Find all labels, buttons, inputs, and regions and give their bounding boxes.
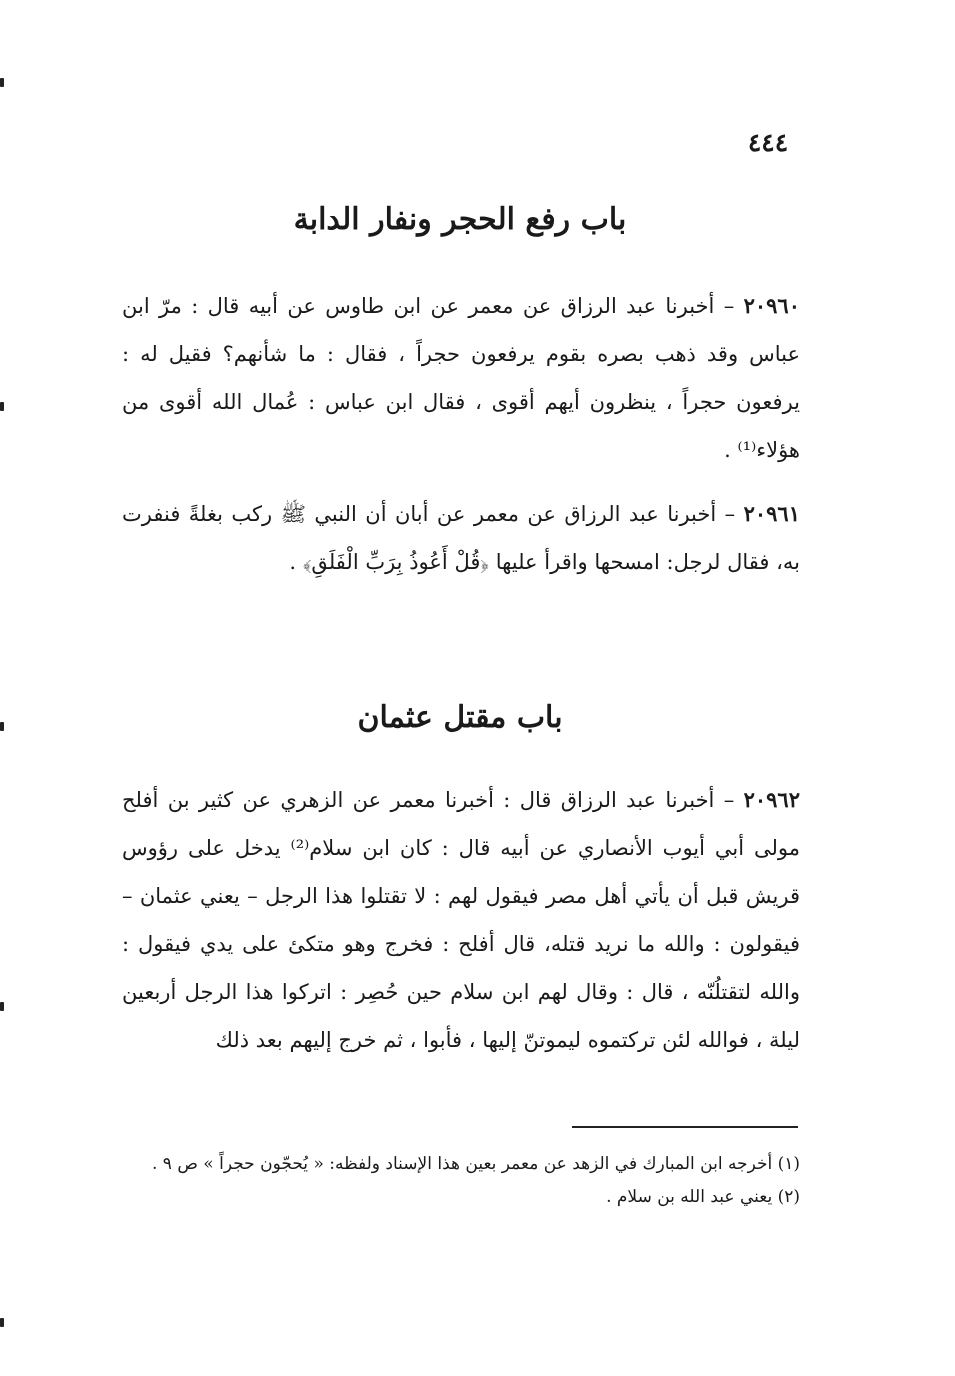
footnote-1: (١) أخرجه ابن المبارك في الزهد عن معمر بعين هذا الإسناد ولفظه: « يُحجّون حجراً » ص ٩ . (151, 1154, 800, 1174)
scan-margin-mark (0, 402, 4, 411)
hadith-text: – أخبرنا عبد الرزاق عن معمر عن أبان أن النبي ﷺ ركب بغلةً فنفرت به، فقال لرجل: امسحها واقرأ عليها ﴿قُلْ أَعُوذُ بِرَبِّ الْفَلَقِ﴾ . (122, 502, 800, 574)
footnote-divider (572, 1126, 798, 1128)
scan-margin-mark (0, 78, 4, 87)
scan-margin-mark (0, 1002, 4, 1011)
scan-margin-mark (0, 1318, 4, 1327)
section-title-raising-stone: باب رفع الحجر ونفار الدابة (293, 202, 627, 237)
hadith-number: ٢٠٩٦١ (743, 501, 800, 526)
page-number: ٤٤٤ (747, 128, 789, 157)
hadith-number: ٢٠٩٦٠ (743, 293, 800, 318)
hadith-number: ٢٠٩٦٢ (743, 787, 800, 812)
hadith-20960 (122, 282, 800, 474)
hadith-text: – أخبرنا عبد الرزاق قال : أخبرنا معمر عن الزهري عن كثير بن أفلح مولى أبي أيوب الأنصاري عن أبيه قال : كان ابن سلام⁽²⁾ يدخل على رؤوس قريش قبل أن يأتي أهل مصر فيقول لهم : لا تقتلوا هذا الرجل – يعني عثمان – فيقولون : والله ما نريد قتله، قال أفلح : فخرج وهو متكئ على يدي فيقول : والله لتقتلُنّه ، قال : وقال لهم ابن سلام حين حُصِر : اتركوا هذا الرجل أربعين ليلة ، فوالله لئن تركتموه ليموتنّ إليها ، فأبوا ، ثم خرج إليهم بعد ذلك (122, 788, 800, 1052)
hadith-20962 (122, 776, 800, 1064)
footnotes (125, 1148, 800, 1214)
scan-margin-mark (0, 722, 4, 731)
hadith-20961 (122, 490, 800, 586)
footnote-2: (٢) يعني عبد الله بن سلام . (606, 1187, 800, 1207)
hadith-text: – أخبرنا عبد الرزاق عن معمر عن ابن طاوس عن أبيه قال : مرّ ابن عباس وقد ذهب بصره بقوم يرفعون حجراً ، فقال : ما شأنهم؟ فقيل له : يرفعون حجراً ، ينظرون أيهم أقوى ، فقال ابن عباس : عُمال الله أقوى من هؤلاء⁽¹⁾ . (122, 294, 800, 462)
section-title-killing-uthman: باب مقتل عثمان (357, 700, 563, 735)
